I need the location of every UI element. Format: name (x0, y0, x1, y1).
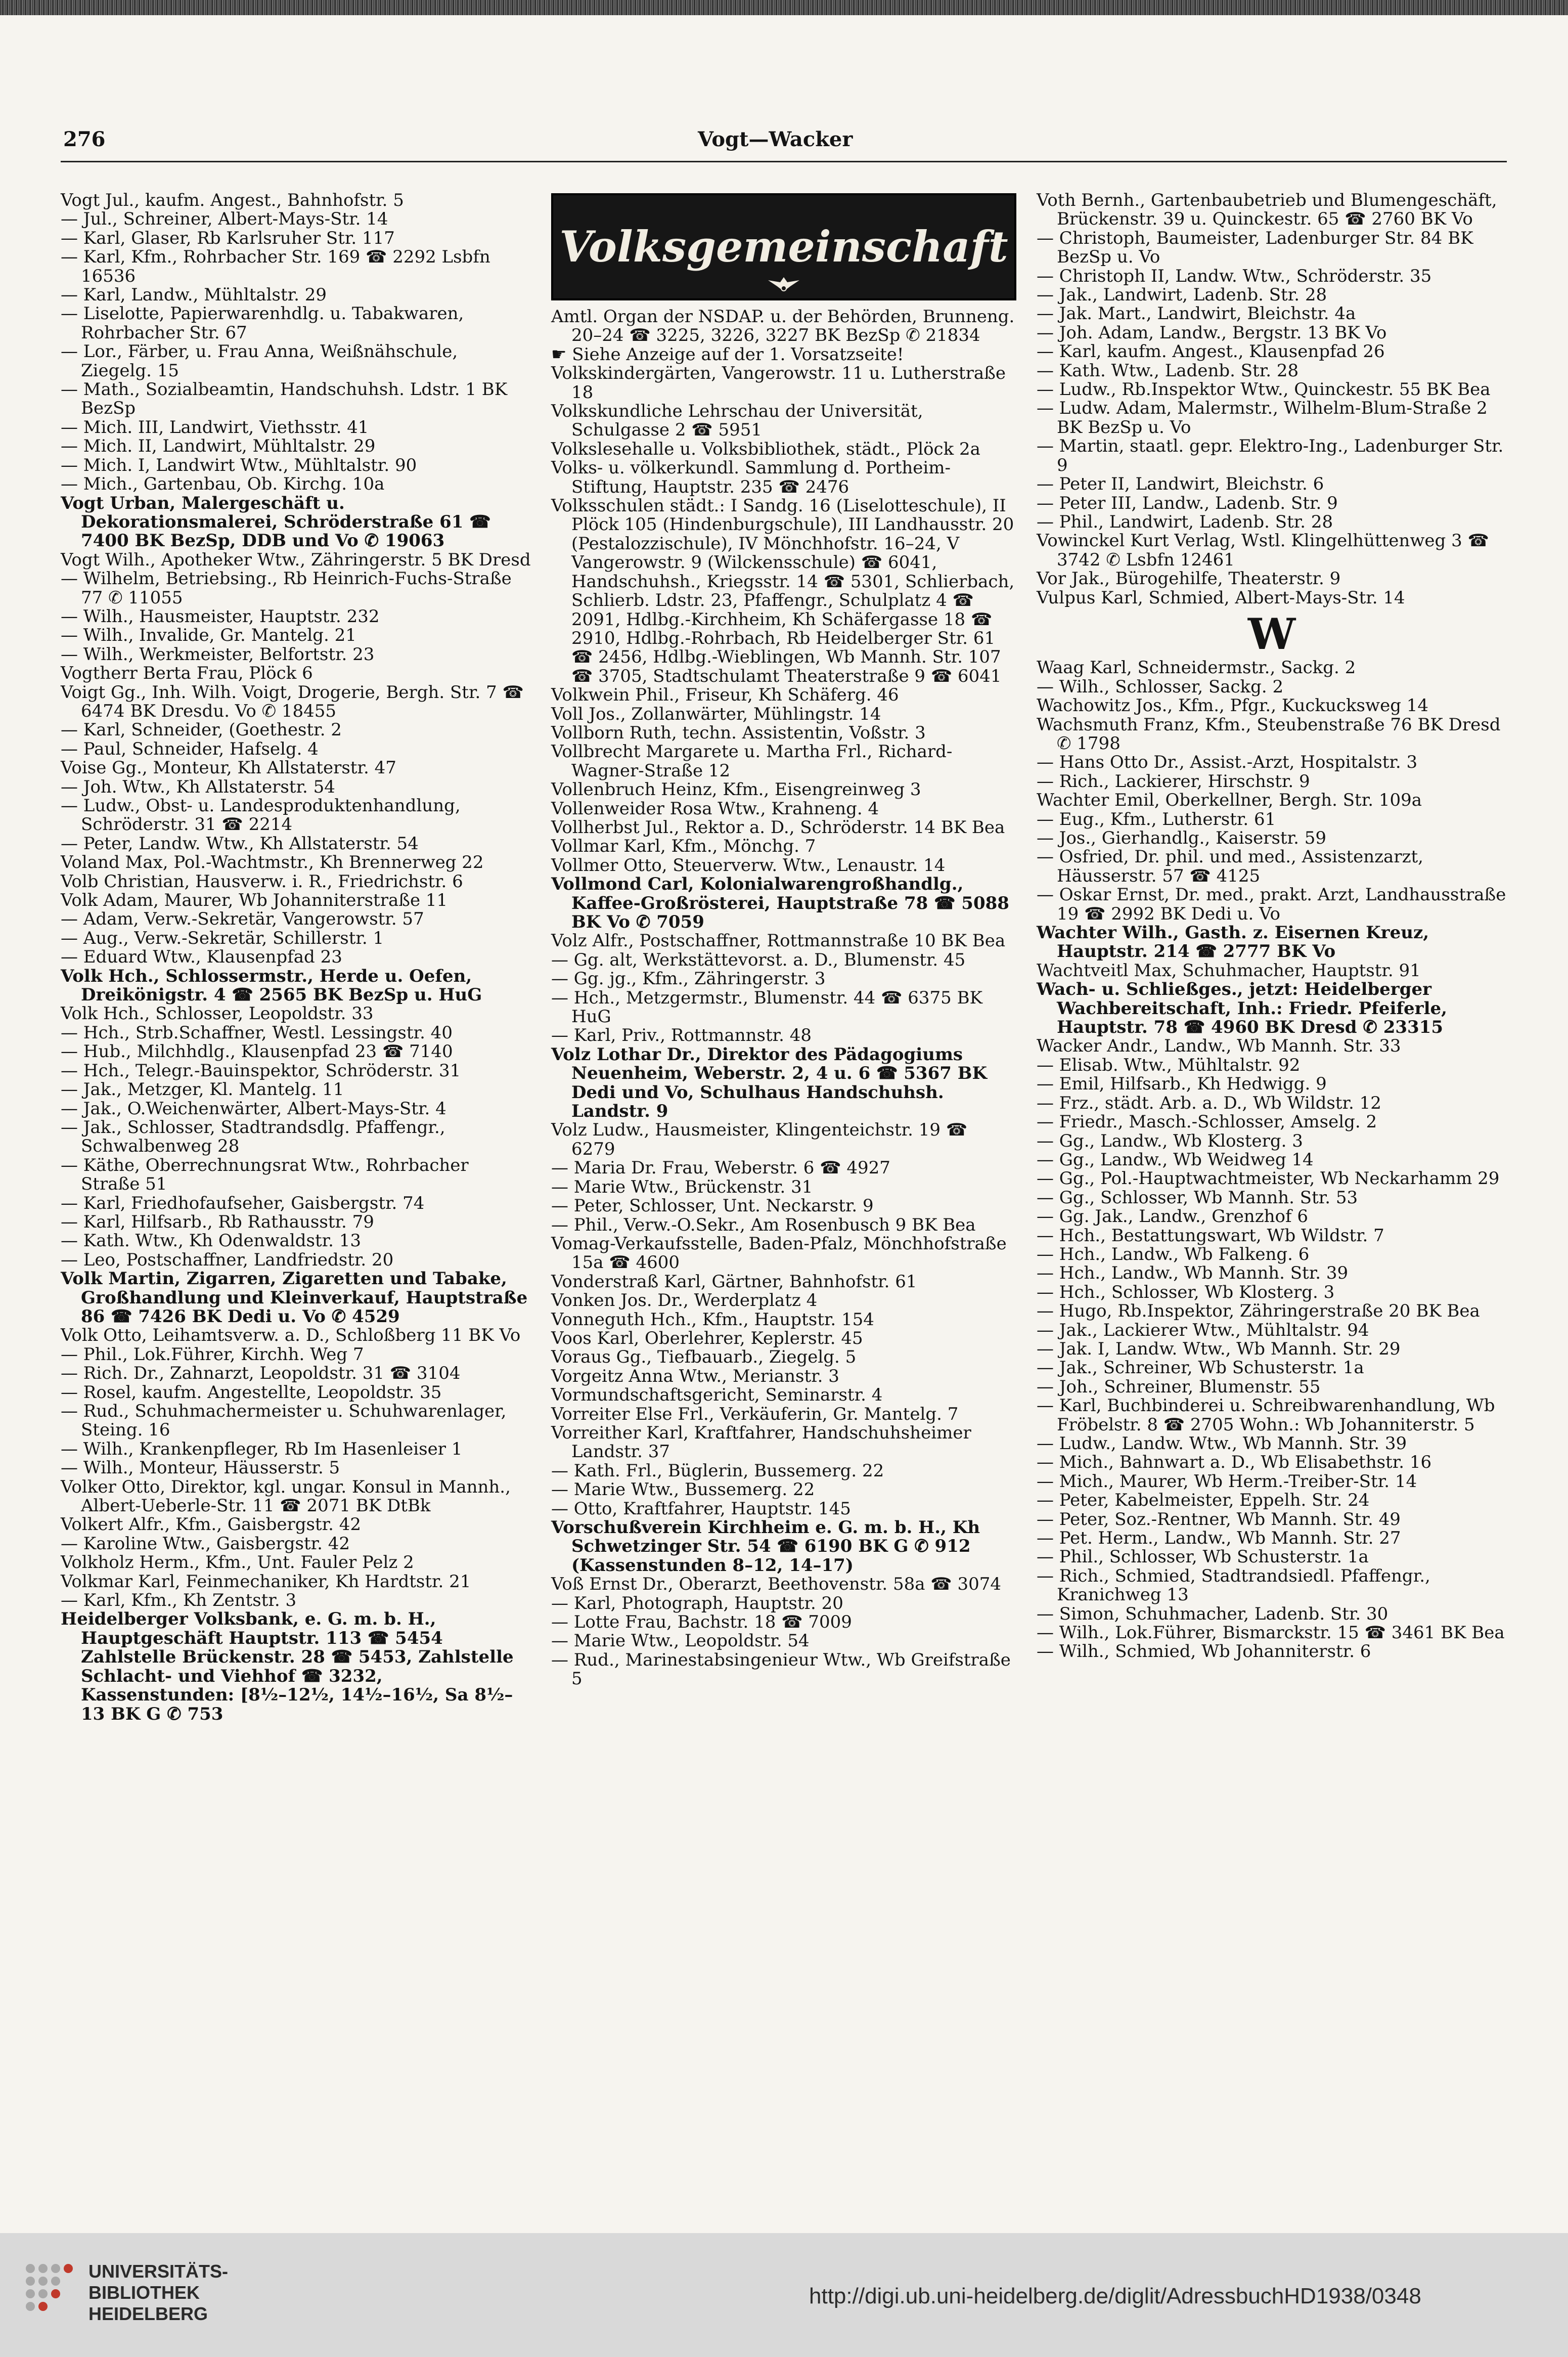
directory-entry: — Wilh., Schmied, Wb Johanniterstr. 6 (1037, 1641, 1371, 1662)
directory-entry: Wachter Emil, Oberkellner, Bergh. Str. 109a (1037, 790, 1422, 811)
directory-entry: — Gg., Landw., Wb Klosterg. 3 (1037, 1130, 1303, 1151)
directory-entry: — Wilhelm, Betriebsing., Rb Heinrich-Fuchs-Straße 77 ✆ 11055 (61, 569, 512, 608)
directory-entry: Vorreither Karl, Kraftfahrer, Handschuhsheimer Landstr. 37 (551, 1422, 971, 1462)
directory-entry: — Karl, Schneider, (Goethestr. 2 (61, 720, 342, 740)
directory-entry: — Christoph II, Landw. Wtw., Schröderstr. 35 (1037, 266, 1432, 286)
directory-entry: — Frz., städt. Arb. a. D., Wb Wildstr. 12 (1037, 1093, 1381, 1113)
directory-entry: — Rud., Schuhmachermeister u. Schuhwarenlager, Steing. 16 (61, 1401, 507, 1441)
column-3-entries-v (1037, 191, 1507, 607)
directory-entry: — Jak. I, Landw. Wtw., Wb Mannh. Str. 29 (1037, 1338, 1401, 1359)
directory-entry: — Hugo, Rb.Inspektor, Zähringerstraße 20 BK Bea (1037, 1301, 1480, 1322)
directory-entry: — Peter, Soz.-Rentner, Wb Mannh. Str. 49 (1037, 1509, 1401, 1530)
directory-entry: Volkholz Herm., Kfm., Unt. Fauler Pelz 2 (61, 1552, 414, 1573)
directory-entry: — Wilh., Krankenpfleger, Rb Im Hasenleiser 1 (61, 1438, 463, 1459)
directory-entry: — Lotte Frau, Bachstr. 18 ☎ 7009 (551, 1612, 852, 1633)
directory-entry: — Jos., Gierhandlg., Kaiserstr. 59 (1037, 828, 1326, 848)
directory-entry: — Hch., Strb.Schaffner, Westl. Lessingstr. 40 (61, 1022, 453, 1043)
directory-entry: — Hub., Milchhdlg., Klausenpfad 23 ☎ 7140 (61, 1041, 453, 1062)
directory-entry: — Joh., Schreiner, Blumenstr. 55 (1037, 1376, 1321, 1397)
directory-entry: — Peter, Kabelmeister, Eppelh. Str. 24 (1037, 1490, 1370, 1511)
directory-entry: Vollenbruch Heinz, Kfm., Eisengreinweg 3 (551, 779, 921, 800)
directory-entry: Vorgeitz Anna Wtw., Merianstr. 3 (551, 1366, 839, 1386)
directory-entry: Volker Otto, Direktor, kgl. ungar. Konsul in Mannh., Albert-Ueberle-Str. 11 ☎ 2071 BK DtBk (61, 1476, 511, 1516)
directory-entry: Vorschußverein Kirchheim e. G. m. b. H., Kh Schwetzinger Str. 54 ☎ 6190 BK G ✆ 912 (Kassenstunden 8–12, 14–17) (551, 1517, 980, 1576)
column-2 (551, 191, 1016, 1689)
directory-entry: — Wilh., Schlosser, Sackg. 2 (1037, 676, 1284, 697)
library-name-line-2: BIBLIOTHEK (88, 2282, 200, 2303)
directory-entry: Vogtherr Berta Frau, Plöck 6 (61, 663, 313, 684)
directory-entry: Vulpus Karl, Schmied, Albert-Mays-Str. 14 (1037, 587, 1405, 608)
directory-entry: — Martin, staatl. gepr. Elektro-Ing., Ladenburger Str. 9 (1037, 436, 1504, 475)
directory-entry: — Jak., O.Weichenwärter, Albert-Mays-Str. 4 (61, 1098, 446, 1119)
directory-entry: Volz Lothar Dr., Direktor des Pädagogiums Neuenheim, Weberstr. 2, 4 u. 6 ☎ 5367 BK Dedi und Vo, Schulhaus Handschuhsh. Landstr. 9 (551, 1044, 988, 1122)
directory-entry: — Karl, Priv., Rottmannstr. 48 (551, 1025, 812, 1046)
directory-entry: — Hch., Bestattungswart, Wb Wildstr. 7 (1037, 1225, 1384, 1246)
column-1 (61, 191, 531, 1724)
directory-entry: Wach- u. Schließges., jetzt: Heidelberger Wachbereitschaft, Inh.: Friedr. Pfeiferle, Hauptstr. 78 ☎ 4960 BK Dresd ✆ 23315 (1037, 979, 1447, 1038)
directory-entry: Volkslesehalle u. Volksbibliothek, städt., Plöck 2a (551, 439, 980, 459)
directory-entry: — Mich. II, Landwirt, Mühltalstr. 29 (61, 436, 376, 457)
directory-entry: — Phil., Landwirt, Ladenb. Str. 28 (1037, 511, 1333, 532)
directory-entry: Heidelberger Volksbank, e. G. m. b. H., Hauptgeschäft Hauptstr. 113 ☎ 5454 Zahlstelle Brückenstr. 28 ☎ 5453, Zahlstelle Schlacht- und Viehhof ☎ 3232, Kassenstunden: [8½–12½, 14½–16½, Sa 8½–13 BK G ✆ 753 (61, 1609, 514, 1724)
directory-entry: — Otto, Kraftfahrer, Hauptstr. 145 (551, 1498, 851, 1519)
directory-entry: — Jak., Landwirt, Ladenb. Str. 28 (1037, 285, 1327, 305)
directory-entry: — Karl, kaufm. Angest., Klausenpfad 26 (1037, 341, 1385, 362)
directory-entry: — Joh. Adam, Landw., Bergstr. 13 BK Vo (1037, 322, 1387, 343)
directory-entry: — Gg. alt, Werkstättevorst. a. D., Blumenstr. 45 (551, 949, 966, 970)
directory-entry: — Karl, Kfm., Kh Zentstr. 3 (61, 1590, 297, 1611)
directory-entry: Voraus Gg., Tiefbauarb., Ziegelg. 5 (551, 1347, 857, 1368)
directory-entry: — Jak. Mart., Landwirt, Bleichstr. 4a (1037, 303, 1356, 324)
directory-entry: — Christoph, Baumeister, Ladenburger Str. 84 BK BezSp u. Vo (1037, 228, 1473, 268)
directory-entry: — Jak., Lackierer Wtw., Mühltalstr. 94 (1037, 1320, 1369, 1340)
directory-entry: — Maria Dr. Frau, Weberstr. 6 ☎ 4927 (551, 1158, 890, 1178)
directory-entry: — Wilh., Lok.Führer, Bismarckstr. 15 ☎ 3461 BK Bea (1037, 1623, 1505, 1643)
directory-entry: Vowinckel Kurt Verlag, Wstl. Klingelhüttenweg 3 ☎ 3742 ✆ Lsbfn 12461 (1037, 531, 1489, 570)
column-3 (1037, 191, 1507, 1662)
directory-entry: Vonneguth Hch., Kfm., Hauptstr. 154 (551, 1309, 874, 1330)
directory-entry: — Phil., Lok.Führer, Kirchh. Weg 7 (61, 1344, 364, 1365)
directory-entry: — Wilh., Hausmeister, Hauptstr. 232 (61, 606, 380, 627)
university-library-logo-icon (20, 2258, 81, 2334)
directory-entry: Vogt Wilh., Apotheker Wtw., Zähringerstr. 5 BK Dresd (61, 549, 531, 570)
directory-entry: — Karl, Hilfsarb., Rb Rathausstr. 79 (61, 1211, 374, 1232)
directory-entry: — Rich., Schmied, Stadtrandsiedl. Pfaffengr., Kranichweg 13 (1037, 1565, 1430, 1605)
directory-entry: Wachsmuth Franz, Kfm., Steubenstraße 76 BK Dresd ✆ 1798 (1037, 714, 1501, 754)
running-head: Vogt—Wacker (698, 127, 853, 151)
directory-entry: — Hch., Telegr.-Bauinspektor, Schröderstr. 31 (61, 1060, 461, 1081)
directory-entry: — Jak., Schreiner, Wb Schusterstr. 1a (1037, 1358, 1364, 1378)
directory-entry: — Phil., Verw.-O.Sekr., Am Rosenbusch 9 BK Bea (551, 1214, 976, 1235)
directory-entry: — Hch., Schlosser, Wb Klosterg. 3 (1037, 1282, 1335, 1302)
section-letter: W (1247, 608, 1296, 659)
directory-entry: — Karl, Kfm., Rohrbacher Str. 169 ☎ 2292 Lsbfn 16536 (61, 247, 490, 286)
directory-entry: Vollmar Karl, Kfm., Mönchg. 7 (551, 836, 816, 857)
directory-entry: Vollherbst Jul., Rektor a. D., Schröderstr. 14 BK Bea (551, 817, 1005, 838)
directory-entry: Vorreiter Else Frl., Verkäuferin, Gr. Mantelg. 7 (551, 1404, 959, 1424)
directory-entry: — Jul., Schreiner, Albert-Mays-Str. 14 (61, 209, 388, 230)
directory-entry: — Phil., Schlosser, Wb Schusterstr. 1a (1037, 1547, 1369, 1567)
directory-entry: — Adam, Verw.-Sekretär, Vangerowstr. 57 (61, 909, 424, 930)
scan-edge-strip (0, 0, 1568, 15)
directory-entry: — Karl, Landw., Mühltalstr. 29 (61, 285, 327, 305)
newspaper-banner (551, 193, 1016, 300)
directory-entry: — Gg. Jak., Landw., Grenzhof 6 (1037, 1206, 1309, 1227)
directory-entry: — Pet. Herm., Landw., Wb Mannh. Str. 27 (1037, 1528, 1401, 1549)
directory-entry: — Joh. Wtw., Kh Allstaterstr. 54 (61, 776, 335, 797)
directory-entry: — Leo, Postschaffner, Landfriedstr. 20 (61, 1249, 394, 1270)
directory-entry: — Osfried, Dr. phil. und med., Assistenzarzt, Häusserstr. 57 ☎ 4125 (1037, 847, 1423, 886)
directory-entry: — Peter II, Landwirt, Bleichstr. 6 (1037, 474, 1324, 495)
directory-entry: Vollmond Carl, Kolonialwarengroßhandlg., Kaffee-Großrösterei, Hauptstraße 78 ☎ 5088 BK Vo ✆ 7059 (551, 874, 1009, 932)
directory-entry: — Oskar Ernst, Dr. med., prakt. Arzt, Landhausstraße 19 ☎ 2992 BK Dedi u. Vo (1037, 885, 1506, 924)
directory-entry: Volk Hch., Schlosser, Leopoldstr. 33 (61, 1003, 374, 1024)
directory-entry: Vor Jak., Bürogehilfe, Theaterstr. 9 (1037, 569, 1341, 589)
directory-entry: — Mich., Gartenbau, Ob. Kirchg. 10a (61, 474, 385, 495)
directory-entry: Volz Ludw., Hausmeister, Klingenteichstr. 19 ☎ 6279 (551, 1120, 968, 1159)
directory-entry: Vollmer Otto, Steuerverw. Wtw., Lenaustr. 14 (551, 855, 946, 876)
directory-entry: — Paul, Schneider, Hafselg. 4 (61, 738, 319, 759)
directory-entry: Vormundschaftsgericht, Seminarstr. 4 (551, 1385, 883, 1406)
directory-entry: — Mich., Bahnwart a. D., Wb Elisabethstr. 16 (1037, 1452, 1432, 1473)
directory-entry: Voll Jos., Zollanwärter, Mühlingstr. 14 (551, 704, 881, 724)
directory-entry: Vonken Jos. Dr., Werderplatz 4 (551, 1290, 818, 1311)
directory-entry: Vollborn Ruth, techn. Assistentin, Voßstr. 3 (551, 722, 926, 743)
directory-entry: — Karoline Wtw., Gaisbergstr. 42 (61, 1533, 350, 1554)
directory-entry: Volk Otto, Leihamtsverw. a. D., Schloßberg 11 BK Vo (61, 1325, 521, 1346)
directory-entry: Vollenweider Rosa Wtw., Krahneng. 4 (551, 798, 879, 819)
column-3-entries-w (1037, 659, 1507, 1662)
directory-entry: Vogt Urban, Malergeschäft u. Dekorationsmalerei, Schröderstraße 61 ☎ 7400 BK BezSp, DDB und Vo ✆ 19063 (61, 493, 491, 551)
directory-entry: — Kath. Frl., Büglerin, Bussemerg. 22 (551, 1460, 884, 1481)
directory-entry: — Gg., Landw., Wb Weidweg 14 (1037, 1149, 1314, 1170)
directory-entry: — Hch., Landw., Wb Falkeng. 6 (1037, 1244, 1310, 1264)
directory-entry: — Gg., Schlosser, Wb Mannh. Str. 53 (1037, 1187, 1358, 1208)
directory-entry: — Ludw., Rb.Inspektor Wtw., Quinckestr. 55 BK Bea (1037, 379, 1491, 400)
directory-entry: — Simon, Schuhmacher, Ladenb. Str. 30 (1037, 1603, 1388, 1624)
directory-entry: — Käthe, Oberrechnungsrat Wtw., Rohrbacher Straße 51 (61, 1155, 469, 1195)
directory-entry: Volz Alfr., Postschaffner, Rottmannstraße 10 BK Bea (551, 931, 1006, 951)
directory-entry: Voland Max, Pol.-Wachtmstr., Kh Brennerweg 22 (61, 852, 484, 873)
directory-entry: — Karl, Friedhofaufseher, Gaisbergstr. 74 (61, 1193, 425, 1213)
directory-entry: — Rich., Lackierer, Hirschstr. 9 (1037, 771, 1310, 792)
directory-entry: — Kath. Wtw., Ladenb. Str. 28 (1037, 360, 1299, 381)
directory-entry: — Gg. jg., Kfm., Zähringerstr. 3 (551, 969, 826, 989)
directory-entry: Vollbrecht Margarete u. Martha Frl., Richard-Wagner-Straße 12 (551, 741, 953, 781)
directory-entry: — Ludw., Landw. Wtw., Wb Mannh. Str. 39 (1037, 1433, 1407, 1454)
directory-entry: Voigt Gg., Inh. Wilh. Voigt, Drogerie, Bergh. Str. 7 ☎ 6474 BK Dresdu. Vo ✆ 18455 (61, 682, 524, 721)
directory-entry: ☛ Siehe Anzeige auf der 1. Vorsatzseite! (551, 344, 904, 365)
header-rule (61, 161, 1507, 162)
directory-entry: — Mich., Maurer, Wb Herm.-Treiber-Str. 14 (1037, 1471, 1417, 1492)
directory-entry: — Hch., Metzgermstr., Blumenstr. 44 ☎ 6375 BK HuG (551, 987, 982, 1027)
banner-title: Volksgemeinschaft (559, 222, 1008, 272)
directory-entry: Wachter Wilh., Gasth. z. Eisernen Kreuz, Hauptstr. 214 ☎ 2777 BK Vo (1037, 923, 1429, 962)
directory-entry: — Ludw., Obst- u. Landesproduktenhandlung, Schröderstr. 31 ☎ 2214 (61, 796, 461, 835)
directory-entry: Volk Martin, Zigarren, Zigaretten und Tabake, Großhandlung und Kleinverkauf, Hauptstraße 86 ☎ 7426 BK Dedi u. Vo ✆ 4529 (61, 1269, 528, 1327)
source-url-link[interactable]: http://digi.ub.uni-heidelberg.de/diglit/AdressbuchHD1938/0348 (809, 2284, 1421, 2308)
directory-entry: — Peter III, Landw., Ladenb. Str. 9 (1037, 493, 1338, 513)
directory-entry: — Karl, Glaser, Rb Karlsruher Str. 117 (61, 228, 395, 248)
directory-entry: — Math., Sozialbeamtin, Handschuhsh. Ldstr. 1 BK BezSp (61, 379, 508, 419)
directory-entry: — Eug., Kfm., Lutherstr. 61 (1037, 809, 1276, 830)
directory-entry: — Elisab. Wtw., Mühltalstr. 92 (1037, 1055, 1301, 1075)
directory-entry: Wachtveitl Max, Schuhmacher, Hauptstr. 91 (1037, 960, 1421, 981)
directory-entry: Volkwein Phil., Friseur, Kh Schäferg. 46 (551, 685, 899, 706)
directory-entry: — Jak., Metzger, Kl. Mantelg. 11 (61, 1079, 344, 1100)
directory-entry: Volksschulen städt.: I Sandg. 16 (Liselotteschule), II Plöck 105 (Hindenburgschule), III Landhausstr. 20 (Pestalozzischule), IV Mönchhofstr. 16–24, V Vangerowstr. 9 (Wilckensschule) ☎ 6041, Handschuhsh., Kriegsstr. 14 ☎ 5301, Schlierbach, Schlierb. Ldstr. 23, Pfaffengr., Schulplatz 4 ☎ 2091, Hdlbg.-Kirchheim, Kh Schäfergasse 18 ☎ 2910, Hdlbg.-Rohrbach, Rb Heidelberger Str. 61 ☎ 2456, Hdlbg.-Wieblingen, Wb Mannh. Str. 107 ☎ 3705, Stadtschulamt Theaterstraße 9 ☎ 6041 (551, 496, 1015, 686)
directory-entry: Waag Karl, Schneidermstr., Sackg. 2 (1037, 658, 1356, 678)
directory-entry: Volk Hch., Schlossermstr., Herde u. Oefen, Dreikönigstr. 4 ☎ 2565 BK BezSp u. HuG (61, 966, 482, 1006)
page-number: 276 (63, 127, 106, 151)
directory-entry: Vomag-Verkaufsstelle, Baden-Pfalz, Mönchhofstraße 15a ☎ 4600 (551, 1233, 1007, 1273)
directory-entry: — Karl, Buchbinderei u. Schreibwarenhandlung, Wb Fröbelstr. 8 ☎ 2705 Wohn.: Wb Johanniterstr. 5 (1037, 1395, 1495, 1435)
directory-entry: — Peter, Landw. Wtw., Kh Allstaterstr. 54 (61, 833, 419, 854)
directory-entry: — Gg., Pol.-Hauptwachtmeister, Wb Neckarhamm 29 (1037, 1168, 1500, 1189)
directory-entry: Volkert Alfr., Kfm., Gaisbergstr. 42 (61, 1514, 361, 1535)
directory-entry: — Peter, Schlosser, Unt. Neckarstr. 9 (551, 1196, 874, 1216)
directory-entry: — Marie Wtw., Leopoldstr. 54 (551, 1631, 810, 1651)
directory-entry: — Lor., Färber, u. Frau Anna, Weißnähschule, Ziegelg. 15 (61, 341, 458, 381)
directory-entry: Voos Karl, Oberlehrer, Keplerstr. 45 (551, 1328, 863, 1348)
directory-entry: — Jak., Schlosser, Stadtrandsdlg. Pfaffengr., Schwalbenweg 28 (61, 1117, 445, 1157)
directory-entry: Voise Gg., Monteur, Kh Allstaterstr. 47 (61, 758, 396, 778)
directory-entry: — Marie Wtw., Bussemerg. 22 (551, 1479, 815, 1500)
directory-entry: Amtl. Organ der NSDAP. u. der Behörden, Brunneng. 20–24 ☎ 3225, 3226, 3227 BK BezSp ✆ 21834 (551, 307, 1015, 346)
directory-entry: Volkskindergärten, Vangerowstr. 11 u. Lutherstraße 18 (551, 363, 1006, 403)
directory-entry: Volkmar Karl, Feinmechaniker, Kh Hardtstr. 21 (61, 1571, 471, 1592)
directory-entry: Voth Bernh., Gartenbaubetrieb und Blumengeschäft, Brückenstr. 39 u. Quinckestr. 65 ☎ 2760 BK Vo (1037, 190, 1497, 230)
library-name (88, 2261, 228, 2325)
directory-entry: — Rud., Marinestabsingenieur Wtw., Wb Greifstraße 5 (551, 1649, 1011, 1689)
directory-entry: Volkskundliche Lehrschau der Universität, Schulgasse 2 ☎ 5951 (551, 401, 923, 441)
directory-entry: Voß Ernst Dr., Oberarzt, Beethovenstr. 58a ☎ 3074 (551, 1574, 1001, 1595)
directory-entry: Wacker Andr., Landw., Wb Mannh. Str. 33 (1037, 1036, 1401, 1057)
directory-entry: — Emil, Hilfsarb., Kh Hedwigg. 9 (1037, 1074, 1327, 1095)
directory-entry: — Kath. Wtw., Kh Odenwaldstr. 13 (61, 1231, 362, 1251)
directory-entry: — Rosel, kaufm. Angestellte, Leopoldstr. 35 (61, 1382, 442, 1403)
directory-entry: — Marie Wtw., Brückenstr. 31 (551, 1176, 813, 1197)
directory-entry: — Mich. III, Landwirt, Viethsstr. 41 (61, 417, 369, 438)
directory-entry: — Friedr., Masch.-Schlosser, Amselg. 2 (1037, 1112, 1377, 1132)
directory-entry: — Eduard Wtw., Klausenpfad 23 (61, 947, 342, 968)
directory-entry: — Hch., Landw., Wb Mannh. Str. 39 (1037, 1263, 1349, 1284)
directory-entry: Vonderstraß Karl, Gärtner, Bahnhofstr. 61 (551, 1271, 917, 1292)
directory-entry: — Hans Otto Dr., Assist.-Arzt, Hospitalstr. 3 (1037, 752, 1418, 773)
library-name-line-1: UNIVERSITÄTS- (88, 2261, 229, 2282)
directory-entry: — Wilh., Monteur, Häusserstr. 5 (61, 1458, 340, 1478)
directory-entry: Wachowitz Jos., Kfm., Pfgr., Kuckucksweg 14 (1037, 695, 1429, 716)
directory-entry: — Rich. Dr., Zahnarzt, Leopoldstr. 31 ☎ 3104 (61, 1363, 461, 1384)
directory-entry: — Wilh., Invalide, Gr. Mantelg. 21 (61, 625, 356, 646)
directory-entry: Vogt Jul., kaufm. Angest., Bahnhofstr. 5 (61, 190, 404, 210)
library-footer (0, 2233, 1568, 2357)
column-2-entries (551, 308, 1016, 1689)
directory-entry: — Karl, Photograph, Hauptstr. 20 (551, 1593, 843, 1613)
directory-entry: — Mich. I, Landwirt Wtw., Mühltalstr. 90 (61, 455, 417, 475)
eagle-emblem-icon (766, 275, 801, 293)
directory-entry: — Wilh., Werkmeister, Belfortstr. 23 (61, 644, 375, 665)
library-name-line-3: HEIDELBERG (88, 2303, 208, 2324)
directory-entry: Volk Adam, Maurer, Wb Johanniterstraße 11 (61, 890, 448, 911)
directory-entry: — Aug., Verw.-Sekretär, Schillerstr. 1 (61, 928, 384, 948)
directory-entry: Volb Christian, Hausverw. i. R., Friedrichstr. 6 (61, 871, 463, 892)
directory-entry: — Liselotte, Papierwarenhdlg. u. Tabakwaren, Rohrbacher Str. 67 (61, 303, 464, 343)
directory-entry: Volks- u. völkerkundl. Sammlung d. Portheim-Stiftung, Hauptstr. 235 ☎ 2476 (551, 458, 951, 497)
directory-entry: — Ludw. Adam, Malermstr., Wilhelm-Blum-Straße 2 BK BezSp u. Vo (1037, 398, 1488, 438)
